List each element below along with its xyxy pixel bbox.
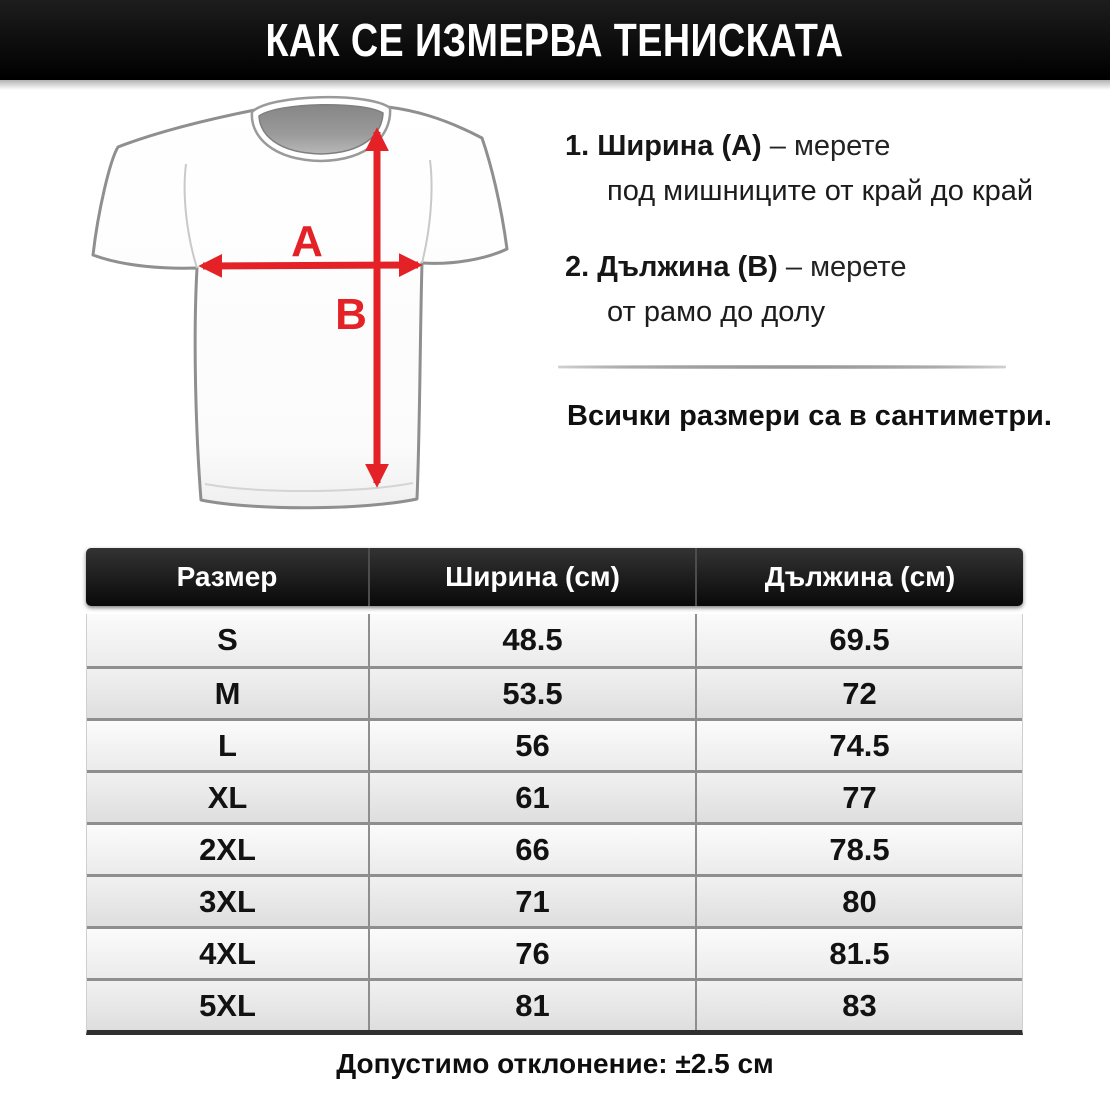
header-length: Дължина (см) [695, 548, 1023, 606]
width-label: A [291, 217, 323, 266]
width-cell: 53.5 [368, 669, 695, 718]
instruction-width [565, 130, 1110, 209]
length-label: B [335, 290, 367, 339]
table-row [87, 874, 1022, 926]
size-cell: XL [207, 779, 248, 815]
size-cell: M [214, 675, 241, 711]
length-cell: 81.5 [695, 929, 1022, 978]
instruction-width-line1 [565, 130, 1110, 163]
size-table-body [86, 614, 1023, 1035]
instruction-length-line2: от рамо до долу [607, 296, 826, 329]
table-row [87, 926, 1022, 978]
length-cell: 80 [695, 877, 1022, 926]
size-table-header [86, 548, 1023, 606]
size-cell: 4XL [199, 935, 256, 971]
size-cell: S [217, 622, 238, 657]
tshirt-illustration [70, 86, 560, 541]
header-width: Ширина (см) [368, 548, 695, 606]
instructions [565, 130, 1110, 371]
instruction-width-tail: – мерете [769, 130, 891, 162]
width-cell: 66 [368, 825, 695, 874]
tshirt-shape [93, 97, 507, 508]
table-row [87, 822, 1022, 874]
title-bar [0, 0, 1110, 80]
length-cell: 77 [695, 773, 1022, 822]
size-cell: 2XL [199, 831, 256, 867]
instruction-length-line1 [565, 251, 1110, 284]
length-cell: 69.5 [695, 614, 1022, 666]
instruction-length-tail: – мерете [785, 250, 907, 283]
tolerance-note: Допустимо отклонение: ±2.5 см [336, 1048, 774, 1079]
page-title: КАК СЕ ИЗМЕРВА ТЕНИСКАТА [265, 14, 845, 66]
table-row [87, 666, 1022, 718]
size-cell: 5XL [199, 987, 256, 1023]
table-row [87, 614, 1022, 666]
width-cell: 71 [368, 877, 695, 926]
instruction-length-term: 2. Дължина (B) [565, 250, 778, 283]
header-size: Размер [176, 561, 278, 592]
length-cell: 74.5 [695, 721, 1022, 770]
table-row [87, 718, 1022, 770]
width-cell: 48.5 [368, 614, 695, 666]
size-cell: 3XL [199, 883, 256, 919]
length-cell: 72 [695, 669, 1022, 718]
table-row [87, 978, 1022, 1030]
width-cell: 61 [368, 773, 695, 822]
length-cell: 83 [695, 981, 1022, 1030]
instruction-width-line2: под мишниците от край до край [607, 175, 1034, 208]
table-row [87, 770, 1022, 822]
width-cell: 81 [368, 981, 695, 1030]
size-cell: L [218, 727, 237, 763]
width-cell: 76 [368, 929, 695, 978]
tshirt-diagram [70, 86, 560, 541]
instruction-width-term: 1. Ширина (A) [565, 130, 762, 162]
instruction-length [565, 251, 1110, 330]
size-table [86, 548, 1023, 1035]
section-divider [558, 365, 1006, 369]
units-note: Всички размери са в сантиметри. [567, 400, 1052, 432]
width-cell: 56 [368, 721, 695, 770]
length-cell: 78.5 [695, 825, 1022, 874]
